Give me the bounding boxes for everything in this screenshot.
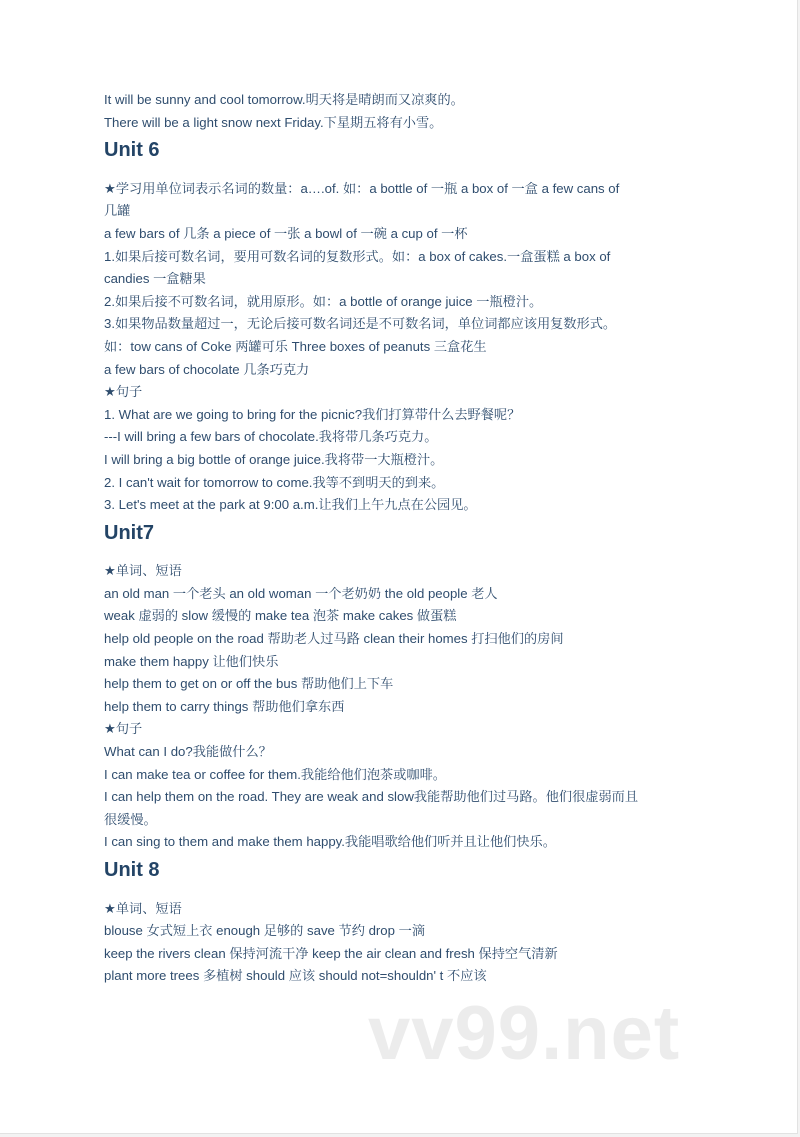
text-line: 2.如果后接不可数名词，就用原形。如：a bottle of orange juice 一瓶橙汁。 [104,293,543,309]
text-line: I can make tea or coffee for them.我能给他们泡茶或咖啡。 [104,766,446,782]
text-line: I will bring a big bottle of orange juice.我将带一大瓶橙汁。 [104,451,444,467]
text-line: help them to carry things 帮助他们拿东西 [104,698,345,714]
text-line: 很缓慢。 [104,811,157,827]
text-line: help old people on the road 帮助老人过马路 clean their homes 打扫他们的房间 [104,631,564,647]
text-line: 3.如果物品数量超过一，无论后接可数名词还是不可数名词，单位词都应该用复数形式。 [104,316,617,332]
text-line: ---I will bring a few bars of chocolate.我将带几条巧克力。 [104,429,438,445]
text-line: 2. I can't wait for tomorrow to come.我等不到明天的到来。 [104,474,445,490]
text-line: weak 虚弱的 slow 缓慢的 make tea 泡茶 make cakes 做蛋糕 [104,608,457,624]
text-line: ★句子 [104,721,143,737]
text-line: I can help them on the road. They are weak and slow我能帮助他们过马路。他们很虚弱而且 [104,789,639,805]
text-line: 如：tow cans of Coke 两罐可乐 Three boxes of peanuts 三盒花生 [104,338,487,354]
watermark: vv99.net [368,991,681,1076]
text-line: keep the rivers clean 保持河流干净 keep the air clean and fresh 保持空气清新 [104,945,558,961]
text-line: 1.如果后接可数名词，要用可数名词的复数形式。如：a box of cakes.一盒蛋糕 a box of [104,248,611,264]
text-line: ★句子 [104,384,143,400]
text-line: 几罐 [104,203,131,219]
text-line: help them to get on or off the bus 帮助他们上下车 [104,676,394,692]
text-line: ★单词、短语 [104,900,182,916]
text-line: ★单词、短语 [104,563,182,579]
text-line: a few bars of 几条 a piece of 一张 a bowl of 一碗 a cup of 一杯 [104,225,468,241]
text-line: an old man 一个老头 an old woman 一个老奶奶 the old people 老人 [104,585,498,601]
text-line: 3. Let's meet at the park at 9:00 a.m.让我们上午九点在公园见。 [104,497,477,513]
text-line: blouse 女式短上衣 enough 足够的 save 节约 drop 一滴 [104,923,426,939]
text-line: It will be sunny and cool tomorrow.明天将是晴朗而又凉爽的。 [104,92,464,107]
text-line: plant more trees 多植树 should 应该 should not=shouldn' t 不应该 [104,968,487,984]
text-line: I can sing to them and make them happy.我能唱歌给他们听并且让他们快乐。 [104,834,556,850]
text-line: ★学习用单位词表示名词的数量：a….of. 如：a bottle of 一瓶 a box of 一盒 a few cans of [104,180,620,196]
section-heading: Unit 8 [104,859,160,881]
text-line: candies 一盒糖果 [104,271,206,287]
text-line: There will be a light snow next Friday.下星期五将有小雪。 [104,114,443,130]
document-content [104,89,704,988]
section-heading: Unit 6 [104,139,160,162]
text-line: make them happy 让他们快乐 [104,653,279,669]
section-heading: Unit7 [104,521,154,544]
text-line: a few bars of chocolate 几条巧克力 [104,361,310,377]
text-line: What can I do?我能做什么？ [104,744,272,760]
text-line: 1. What are we going to bring for the picnic?我们打算带什么去野餐呢？ [104,406,521,422]
